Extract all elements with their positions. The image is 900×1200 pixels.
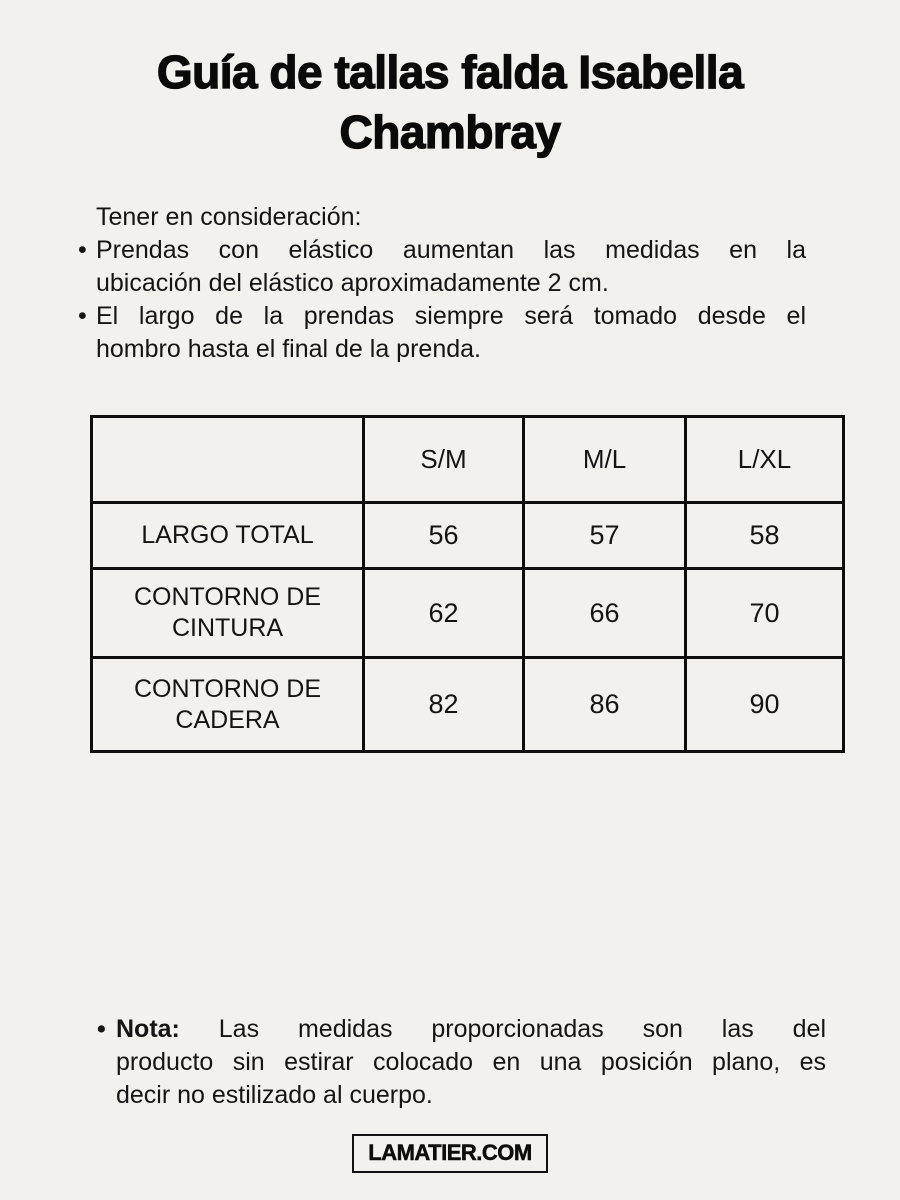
bullet-text-line: hombro hasta el final de la prenda. [96,335,481,363]
column-header-ml: M/L [524,417,686,503]
footer [0,1134,900,1173]
list-item [78,300,806,366]
note-text-line [116,1013,826,1046]
list-item [78,234,806,300]
row-label-text: CONTORNO DE CADERA [133,674,322,734]
row-label-contorno-cadera [92,658,364,752]
row-label-contorno-cintura [92,569,364,658]
column-header-lxl: L/XL [686,417,844,503]
considerations-section [78,201,806,366]
table-row [92,503,844,569]
row-label-text: LARGO TOTAL [141,521,314,549]
cell-value: 62 [364,569,524,658]
considerations-heading: Tener en consideración: [96,203,362,231]
cell-value: 66 [524,569,686,658]
cell-value: 82 [364,658,524,752]
cell-value: 90 [686,658,844,752]
table-row [92,569,844,658]
note-line-rest: Las medidas proporcionadas son las del [218,1015,826,1043]
considerations-list [78,234,806,366]
page-title [0,42,900,162]
page-title-line-1: Guía de tallas falda Isabella [156,46,744,98]
size-table [90,415,845,753]
table-row [92,658,844,752]
column-header-sm: S/M [364,417,524,503]
table-header-row [92,417,844,503]
row-label-text: CONTORNO DE CINTURA [133,583,322,642]
note-label: Nota: [116,1015,180,1043]
bullet-text-line: • El largo de la prendas siempre será tomado desde el [96,302,806,330]
table-corner-cell [92,417,364,503]
note-text-line: decir no estilizado al cuerpo. [116,1081,433,1109]
bullet-text-line: • Prendas con elástico aumentan las medidas en la [96,236,806,264]
row-label-largo-total [92,503,364,569]
bullet-text-line: ubicación del elástico aproximadamente 2 cm. [96,269,609,297]
cell-value: 58 [686,503,844,569]
cell-value: 86 [524,658,686,752]
brand-badge: LAMATIER.COM [352,1134,547,1173]
cell-value: 57 [524,503,686,569]
cell-value: 56 [364,503,524,569]
note-section [97,1013,826,1112]
note-text-line: producto sin estirar colocado en una posición plano, es [116,1048,826,1076]
page-title-line-2: Chambray [339,106,561,158]
cell-value: 70 [686,569,844,658]
